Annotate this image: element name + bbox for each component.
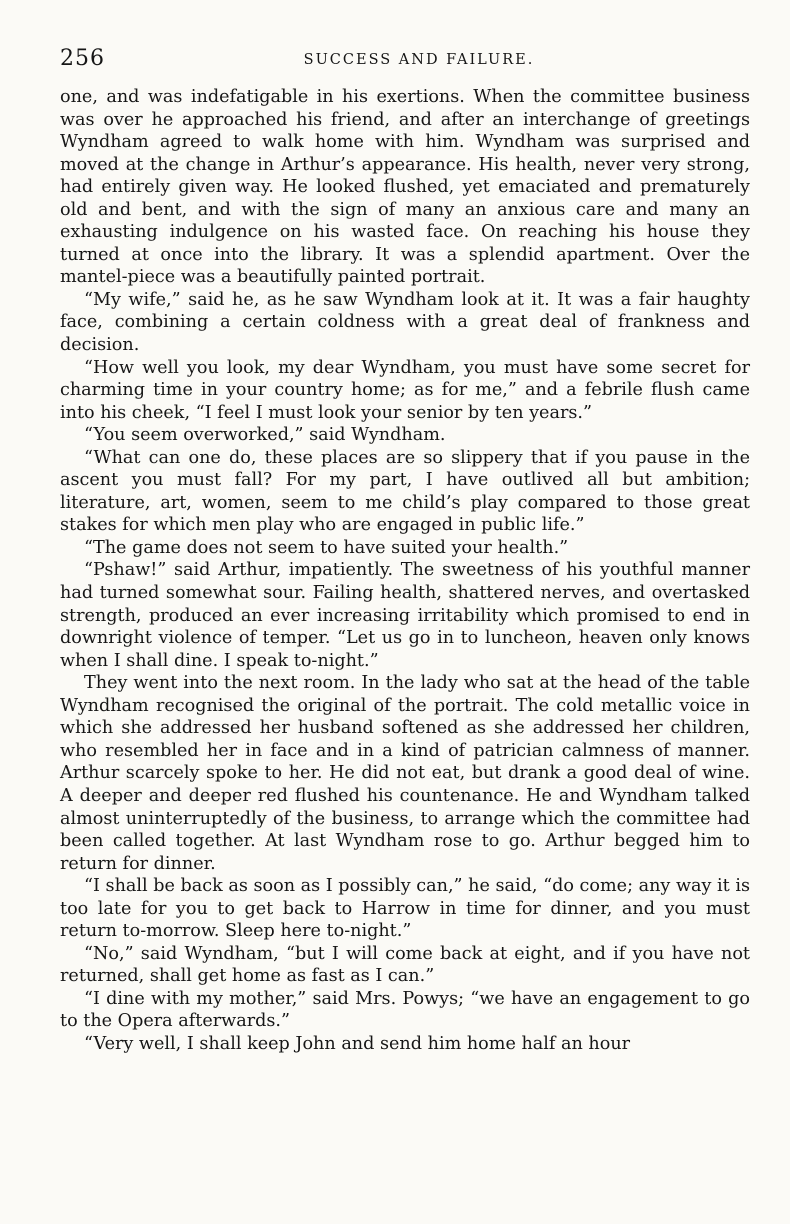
paragraph: “How well you look, my dear Wyndham, you must have some secret for charming time in your country home; as for me,” and a febrile flush came into his cheek, “I feel I must look your senior by ten years.” xyxy=(60,357,750,423)
paragraph: “Very well, I shall keep John and send him home half an hour xyxy=(84,1033,631,1054)
paragraph: “No,” said Wyndham, “but I will come back at eight, and if you have not returned, shall get home as fast as I can.” xyxy=(60,943,750,987)
page-number: 256 xyxy=(60,46,105,71)
paragraph: one, and was indefatigable in his exertions. When the committee business was over he approached his friend, and after an interchange of greetings Wyndham agreed to walk home with him. Wyndham was surprised and moved at the change in Arthur’s appearance. His health, never very strong, had entirely given way. He looked flushed, yet emaciated and prematurely old and bent, and with the sign of many an anxious care and many an exhausting indulgence on his wasted face. On reaching his house they turned at once into the library. It was a splendid apartment. Over the mantel-piece was a beautifully painted portrait. xyxy=(60,87,750,288)
paragraph: “You seem overworked,” said Wyndham. xyxy=(84,425,446,446)
paragraph: They went into the next room. In the lady who sat at the head of the table Wyndham recognised the original of the portrait. The cold metallic voice in which she addressed her husband softened as she addressed her children, who resembled her in face and in a kind of patrician calmness of manner. Arthur scarcely spoke to her. He did not eat, but drank a good deal of wine. A deeper and deeper red flushed his countenance. He and Wyndham talked almost uninterruptedly of the business, to arrange which the committee had been called together. At last Wyndham rose to go. Arthur begged him to return for dinner. xyxy=(60,673,750,874)
paragraph: “I shall be back as soon as I possibly can,” he said, “do come; any way it is too late for you to get back to Harrow in time for dinner, and you must return to-morrow. Sleep here to-night.” xyxy=(60,876,750,942)
paragraph: “What can one do, these places are so slippery that if you pause in the ascent you must fall? For my part, I have outlived all but ambition; literature, art, women, seem to me child’s play compared to those great stakes for which men play who are engaged in public life.” xyxy=(60,447,750,536)
paragraph: “My wife,” said he, as he saw Wyndham look at it. It was a fair haughty face, combining a certain coldness with a great deal of frankness and decision. xyxy=(60,289,750,356)
running-title: SUCCESS AND FAILURE. xyxy=(303,52,535,68)
paragraph: “The game does not seem to have suited your health.” xyxy=(84,537,569,558)
paragraph: “Pshaw!” said Arthur, impatiently. The sweetness of his youthful manner had turned somewhat sour. Failing health, shattered nerves, and overtasked strength, produced an ever increasing irritability which promised to end in downright violence of temper. “Let us go in to luncheon, heaven only knows when I shall dine. I speak to-night.” xyxy=(60,560,750,671)
page-header xyxy=(60,46,750,82)
book-page xyxy=(60,46,750,1056)
body-text xyxy=(60,86,750,1056)
paragraph: “I dine with my mother,” said Mrs. Powys; “we have an engagement to go to the Opera afterwards.” xyxy=(60,988,750,1032)
